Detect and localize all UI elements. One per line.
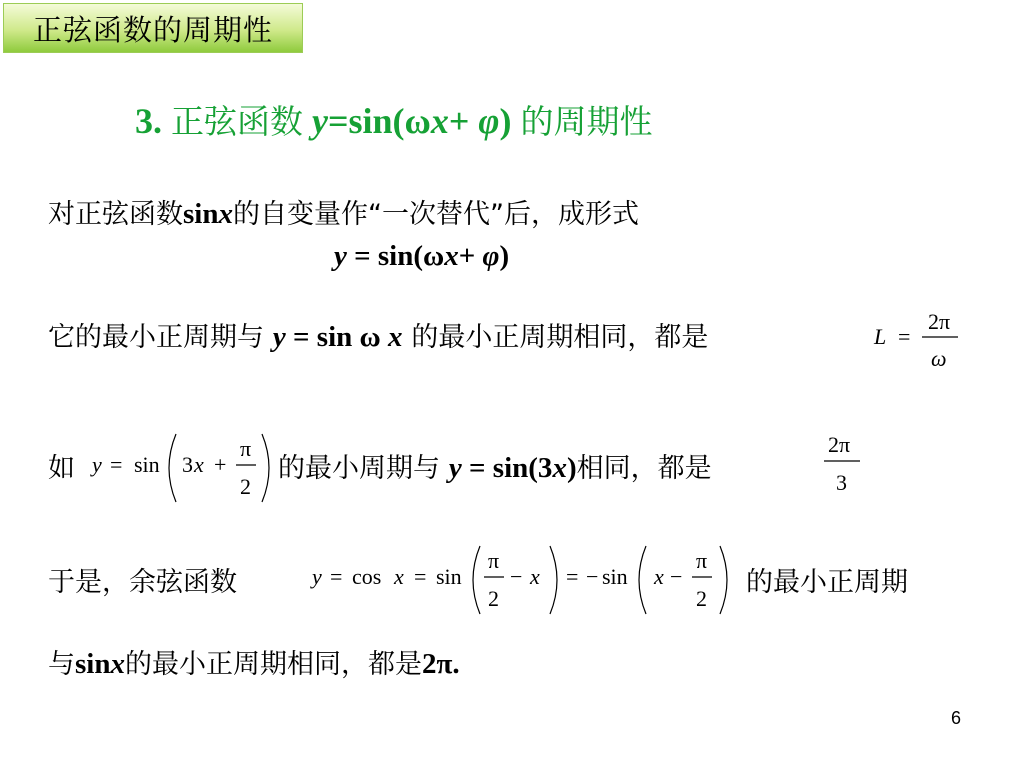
section-badge [3,3,303,53]
section-badge-title: 正弦函数的周期性 [32,12,273,47]
line5-post: 的最小正周期 [746,567,908,598]
title-x: x [430,101,449,141]
paragraph-line-4-pre [48,446,75,485]
f5-num2: π [696,548,708,573]
f5-sin1: sin [436,564,462,589]
line6-post: 的最小正周期相同，都是 [124,649,422,680]
line3-x: x [387,321,403,353]
title-text-1: 正弦函数 [171,102,303,141]
line4-close: ) [566,452,577,484]
title-phi: φ [478,101,500,141]
line1-sin: sin [183,198,219,230]
f4-y: y [92,452,102,477]
line6-sin: sin [75,648,111,680]
f5-minus1: − [510,564,523,589]
line3-y: y [272,321,286,353]
title-close: ) [499,101,512,141]
line3-pre: 它的最小正周期与 [48,322,264,353]
line2-phi: φ [482,240,500,272]
line2-eq: = sin( [346,240,424,272]
paragraph-line-5-pre [48,560,237,599]
f5-x2: x [530,564,540,589]
f5-x1: x [394,564,404,589]
line6-value: 2π. [421,648,460,680]
paragraph-line-3 [48,315,708,354]
f4-arg: 3 [182,452,193,477]
cosine-identity-formula [310,540,740,620]
f4-eq: = [110,452,123,477]
formula-line-2 [334,239,509,273]
line1-post: 的自变量作“一次替代”后，成形式 [232,199,639,230]
line4-post: 相同，都是 [576,453,712,484]
f3-den: ω [931,346,947,371]
f4-sin: sin [134,452,160,477]
line4-y: y [448,452,462,484]
f5-den1: 2 [488,586,499,611]
line6-x: x [110,648,125,680]
line2-y: y [334,240,347,272]
title-y: y [312,101,328,141]
line4-eq: = sin(3 [461,452,553,484]
f5-eq2: = [414,564,427,589]
f5-cos: cos [352,564,382,589]
f5-den2: 2 [696,586,707,611]
line2-close: ) [499,240,510,272]
f5-eq1: = [330,564,343,589]
f4-left-paren [169,434,176,502]
example-formula-sin3x [90,428,280,508]
title-omega: ω [404,101,431,141]
f5-sin2: sin [602,564,628,589]
f5-num1: π [488,548,500,573]
f5-y: y [312,564,322,589]
paragraph-line-6 [48,642,460,681]
line1-x: x [218,198,233,230]
title-plus: + [448,101,479,141]
line4-pre: 如 [48,453,75,484]
f3-num: 2π [928,309,951,334]
line3-mid: = sin ω [285,321,388,353]
f5-x3: x [654,564,664,589]
f4-result-num: 2π [828,432,851,457]
f5-neg: − [586,564,599,589]
f4-plus: + [214,452,227,477]
f3-lhs: L [874,324,887,349]
f4-num: π [240,436,252,461]
paragraph-line-5-post [746,560,908,599]
line6-pre: 与 [48,649,75,680]
line4-x: x [552,452,567,484]
line5-pre: 于是，余弦函数 [48,567,237,598]
result-fraction-2pi-over-3 [822,430,872,500]
f4-right-paren [262,434,269,502]
line1-pre: 对正弦函数 [48,199,183,230]
line2-plus: + [458,240,483,272]
f5-right-paren-2 [720,546,727,614]
f5-eq3: = [566,564,579,589]
period-formula-L [872,302,982,372]
f5-left-paren-1 [473,546,480,614]
line4-mid: 的最小周期与 [278,453,440,484]
title-eq: =sin( [327,101,405,141]
line2-x: x [444,240,459,272]
title-number: 3. [135,101,162,141]
f5-right-paren-1 [550,546,557,614]
line2-omega: ω [423,240,445,272]
f5-minus2: − [670,564,683,589]
f5-left-paren-2 [639,546,646,614]
title-text-2: 的周期性 [520,102,653,141]
f4-x: x [194,452,204,477]
paragraph-line-1 [48,192,639,231]
f4-result-den: 3 [836,470,847,495]
f3-eq: = [898,324,911,349]
f4-den: 2 [240,474,251,499]
page-number: 6 [951,708,962,728]
line3-post: 的最小正周期相同，都是 [411,322,709,353]
slide-title [135,96,652,143]
paragraph-line-4 [278,446,712,485]
